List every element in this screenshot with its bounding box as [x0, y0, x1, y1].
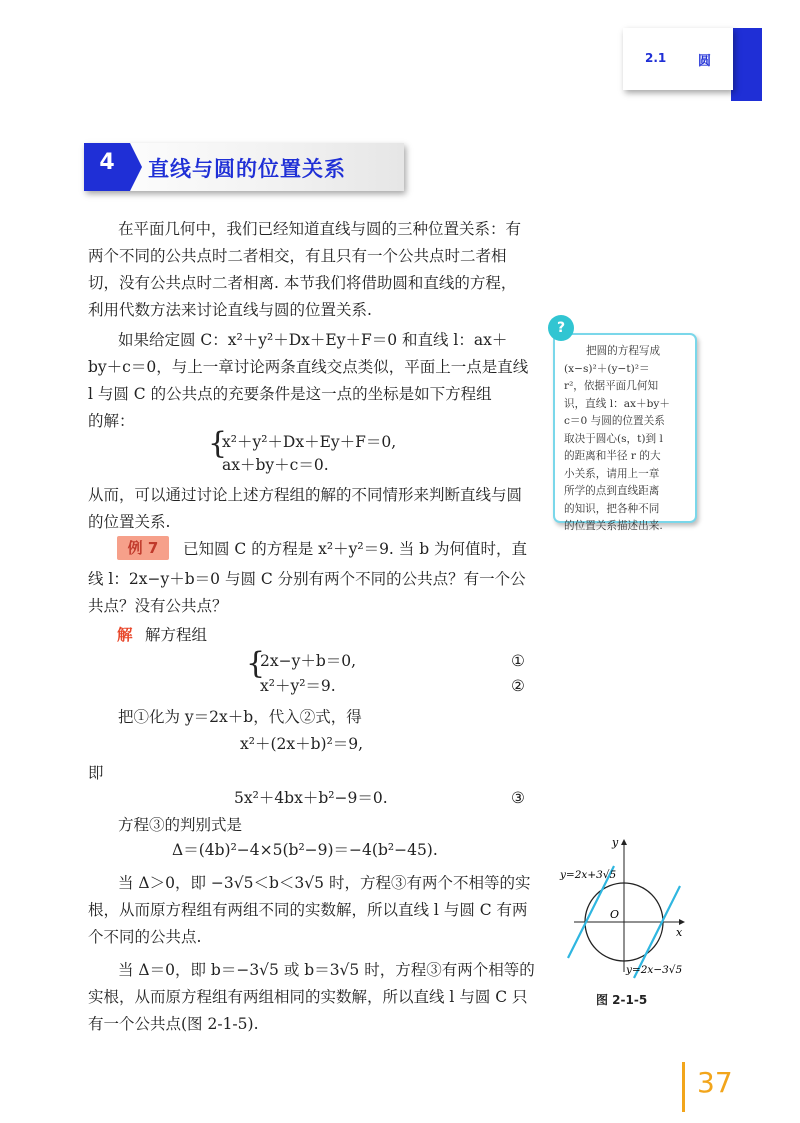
- section-title: 直线与圆的位置关系: [148, 157, 346, 181]
- note-line: 的距离和半径 r 的大: [564, 450, 661, 462]
- intro-p1-line: 切，没有公共点时二者相离. 本节我们将借助圆和直线的方程，: [88, 274, 517, 292]
- section-arrow-icon: [130, 143, 142, 191]
- case-line: 当 Δ＝0，即 b＝−3√5 或 b＝3√5 时，方程③有两个相等的: [118, 961, 535, 979]
- equation-mark: ②: [511, 677, 525, 695]
- note-line: c＝0 与圆的位置关系: [564, 415, 665, 427]
- intro-p1-line: 两个不同的公共点时二者相交，有且只有一个公共点时二者相: [88, 247, 507, 265]
- solution-step: 即: [88, 764, 104, 782]
- case-line: 有一个公共点(图 2-1-5).: [88, 1015, 259, 1033]
- intro-p2-line: 如果给定圆 C：x²＋y²＋Dx＋Ey＋F＝0 和直线 l：ax＋: [118, 331, 508, 349]
- equation-mark: ①: [511, 652, 525, 670]
- header-section-number: 2.1: [645, 51, 667, 65]
- note-line: (x−s)²＋(y−t)²＝: [564, 362, 650, 375]
- header-section-name: 圆: [698, 54, 712, 69]
- equation: x²＋(2x＋b)²＝9,: [240, 735, 364, 753]
- intro-p1-line: 利用代数方法来讨论直线与圆的位置关系.: [88, 301, 372, 319]
- x-axis-label: x: [676, 926, 683, 939]
- solution-step: 方程③的判别式是: [118, 816, 243, 834]
- note-line: 把圆的方程写成: [586, 345, 661, 357]
- intro-p2-line: l 与圆 C 的公共点的充要条件是这一点的坐标是如下方程组: [88, 385, 492, 403]
- note-line: 小关系，请用上一章: [564, 467, 660, 480]
- solution-step: 把①化为 y＝2x＋b，代入②式，得: [118, 708, 362, 726]
- system-brace: {: [246, 646, 266, 681]
- intro-p1-line: 在平面几何中，我们已经知道直线与圆的三种位置关系：有: [118, 220, 522, 238]
- header-tab: [623, 28, 733, 90]
- system-eq: x²＋y²＝9.: [260, 677, 336, 695]
- question-icon: ?: [548, 315, 574, 341]
- y-axis-label: y: [612, 836, 619, 849]
- intro-p2-line: by＋c＝0，与上一章讨论两条直线交点类似，平面上一点是直线: [88, 358, 529, 376]
- note-line: 的位置关系描述出来.: [564, 520, 663, 532]
- system-eq: 2x−y＋b＝0,: [260, 652, 357, 670]
- example-problem-line: 已知圆 C 的方程是 x²＋y²＝9. 当 b 为何值时，直: [183, 540, 528, 558]
- intro-p3-line: 的位置关系.: [88, 513, 171, 531]
- header-color-bar: [731, 28, 762, 101]
- origin-label: O: [610, 908, 620, 921]
- intro-p3-line: 从而，可以通过讨论上述方程组的解的不同情形来判断直线与圆: [88, 486, 523, 504]
- case-line: 实根，从而原方程组有两组相同的实数解，所以直线 l 与圆 C 只: [88, 988, 528, 1006]
- example-label: 例 7: [117, 536, 169, 560]
- figure-caption: 图 2-1-5: [596, 993, 648, 1007]
- side-note-text: [564, 343, 686, 536]
- note-line: 的知识，把各种不同: [564, 502, 660, 515]
- section-number: 4: [99, 150, 115, 175]
- system-brace: {: [208, 426, 228, 461]
- page-number: 37: [697, 1066, 733, 1099]
- note-line: r²，依据平面几何知: [564, 380, 659, 392]
- solution-label: 解: [117, 626, 133, 644]
- note-line: 所学的点到直线距离: [564, 485, 660, 497]
- note-line: 识，直线 l：ax＋by＋: [564, 397, 670, 410]
- equation: Δ＝(4b)²−4×5(b²−9)＝−4(b²−45).: [172, 841, 438, 859]
- case-line: 个不同的公共点.: [88, 928, 202, 946]
- solution-step: 解方程组: [145, 626, 208, 644]
- figure-circle-tangent: [554, 832, 704, 982]
- case-line: 根，从而原方程组有两组不同的实数解，所以直线 l 与圆 C 有两: [88, 901, 528, 919]
- system-eq: ax＋by＋c＝0.: [222, 456, 329, 474]
- example-problem-line: 线 l：2x−y＋b＝0 与圆 C 分别有两个不同的公共点？有一个公: [88, 570, 526, 588]
- equation: 5x²＋4bx＋b²−9＝0.: [234, 789, 388, 807]
- system-eq: x²＋y²＋Dx＋Ey＋F＝0,: [222, 433, 397, 451]
- line-top-label: y=2x+3√5: [560, 869, 617, 881]
- page-number-bar: [682, 1062, 685, 1112]
- case-line: 当 Δ＞0，即 −3√5＜b＜3√5 时，方程③有两个不相等的实: [118, 874, 531, 892]
- line-bottom-label: y=2x−3√5: [626, 964, 683, 976]
- equation-mark: ③: [511, 789, 525, 807]
- example-problem-line: 共点？没有公共点？: [88, 597, 228, 615]
- intro-p2-line: 的解：: [88, 412, 135, 430]
- note-line: 取决于圆心(s，t)到 l: [564, 432, 663, 445]
